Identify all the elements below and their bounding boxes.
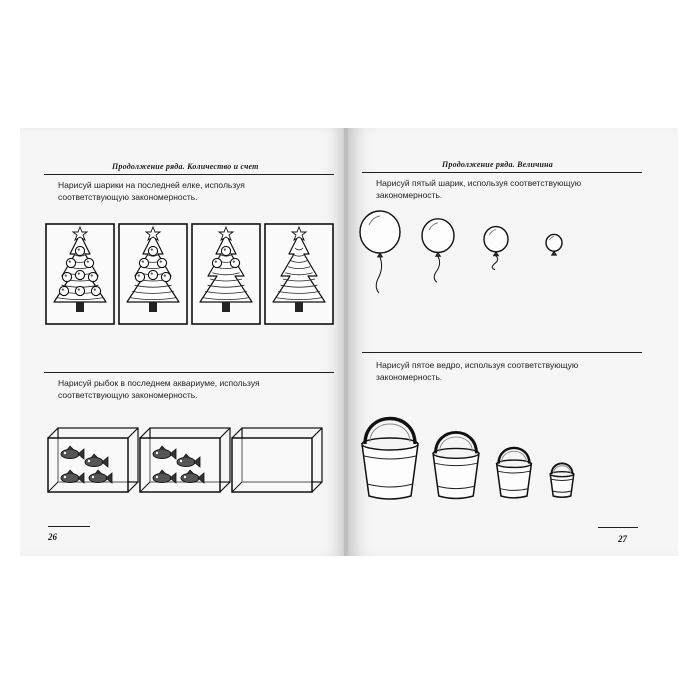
fish-body — [153, 473, 171, 482]
page-header: Продолжение ряда. Количество и счет — [112, 162, 259, 171]
fish-eye — [156, 476, 158, 478]
aquarium-corner-edge — [128, 428, 138, 438]
aquarium — [48, 428, 138, 492]
task-line: закономерность. — [376, 189, 443, 200]
aquarium-corner-edge — [312, 482, 322, 492]
bucket-body — [362, 444, 418, 499]
aquarium-corner-edge — [48, 428, 58, 438]
aquarium — [140, 428, 230, 492]
bucket-icon — [433, 432, 479, 498]
bucket-icon — [362, 419, 418, 500]
bucket-body — [497, 464, 532, 498]
page-number: 27 — [618, 534, 627, 544]
task-line: соответствующую закономерность. — [58, 389, 198, 400]
task-line: закономерность. — [376, 371, 443, 382]
fish-body — [181, 473, 199, 482]
page-number: 26 — [48, 532, 57, 542]
bucket-body — [433, 453, 479, 498]
bucket-sequence — [348, 128, 678, 556]
aquarium-front-edge — [232, 438, 312, 492]
fish-body — [61, 473, 79, 482]
aquarium-corner-edge — [220, 428, 230, 438]
footer-rule — [598, 527, 638, 528]
fish-eye — [92, 476, 94, 478]
fish-eye — [88, 460, 90, 462]
aquarium-corner-edge — [312, 428, 322, 438]
fish-body — [153, 449, 171, 458]
fish-body — [177, 457, 195, 466]
right-page — [348, 128, 678, 556]
aquarium-corner-edge — [140, 428, 150, 438]
task-line: соответствующую закономерность. — [58, 191, 198, 202]
fish-eye — [64, 452, 66, 454]
aquarium-sequence — [20, 128, 348, 556]
fish-body — [61, 449, 79, 458]
fish-eye — [156, 452, 158, 454]
fish-eye — [184, 476, 186, 478]
fish-body — [89, 473, 107, 482]
task-line: Нарисуй пятый шарик, используя соответствующую — [376, 178, 582, 188]
task-line: Нарисуй рыбок в последнем аквариуме, используя — [58, 378, 260, 388]
task-line: Нарисуй пятое ведро, используя соответствующую — [376, 360, 579, 370]
aquarium — [232, 428, 322, 492]
aquarium-corner-edge — [220, 482, 230, 492]
page-header: Продолжение ряда. Величина — [442, 160, 554, 169]
footer-rule — [48, 526, 90, 527]
fish-eye — [180, 460, 182, 462]
bucket-icon — [497, 448, 532, 498]
aquarium-corner-edge — [128, 482, 138, 492]
fish-body — [85, 457, 103, 466]
aquarium-corner-edge — [232, 428, 242, 438]
bucket-icon — [550, 463, 574, 497]
left-page — [20, 128, 348, 556]
task-line: Нарисуй шарики на последней елке, используя — [58, 180, 245, 190]
bucket-body — [550, 474, 574, 497]
fish-eye — [64, 476, 66, 478]
